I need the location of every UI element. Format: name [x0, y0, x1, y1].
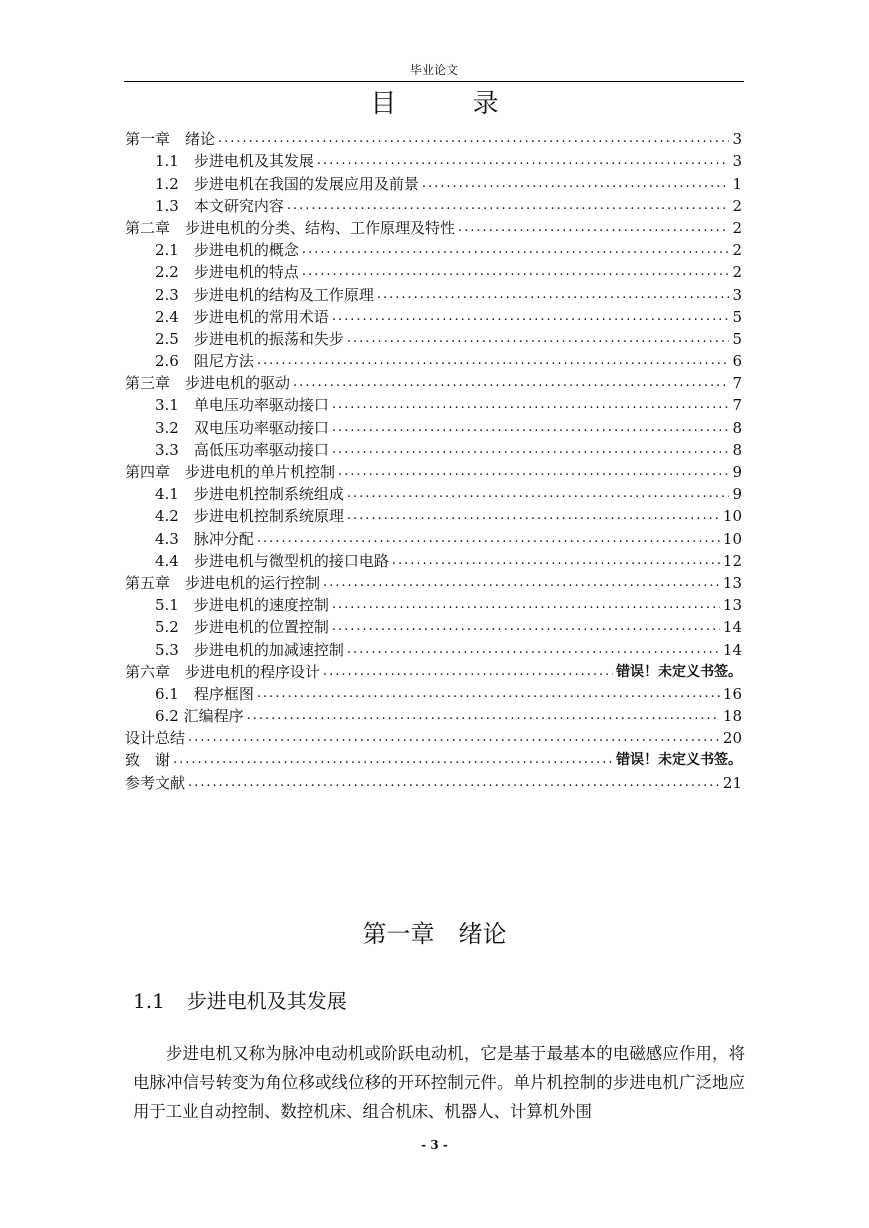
- toc-leader-dots: [332, 439, 730, 461]
- toc-entry[interactable]: [125, 372, 742, 394]
- toc-leader-dots: [347, 505, 720, 527]
- toc-entry[interactable]: [125, 727, 742, 749]
- toc-entry-page: 8: [732, 440, 742, 459]
- toc-entry-page: 21: [722, 773, 742, 792]
- toc-entry-label: 第六章 步进电机的程序设计: [125, 662, 321, 681]
- toc-entry[interactable]: [125, 239, 742, 261]
- toc-entry-page: 2: [732, 196, 742, 215]
- toc-entry[interactable]: [125, 505, 742, 527]
- toc-entry[interactable]: [125, 550, 742, 572]
- toc-entry-label: 2.4 步进电机的常用术语: [155, 307, 329, 326]
- toc-entry[interactable]: [125, 616, 742, 638]
- toc-entry[interactable]: [125, 638, 742, 660]
- toc-entry[interactable]: [125, 749, 742, 771]
- page-number: - 3 -: [421, 1138, 448, 1152]
- toc-leader-dots: [332, 306, 730, 328]
- toc-leader-dots: [257, 350, 730, 372]
- toc-entry-label: 2.5 步进电机的振荡和失步: [155, 329, 344, 348]
- toc-entry-label: 3.1 单电压功率驱动接口: [155, 396, 329, 415]
- section-heading: [133, 986, 347, 1016]
- toc-entry-page: 1: [732, 174, 742, 193]
- toc-entry-page: 3: [732, 285, 742, 304]
- toc-entry-label: 2.1 步进电机的概念: [155, 241, 299, 260]
- toc-entry-page: 9: [732, 463, 742, 481]
- toc-entry[interactable]: [125, 771, 742, 793]
- toc-entry[interactable]: [125, 416, 742, 438]
- toc-leader-dots: [347, 328, 730, 350]
- toc-entry-page: 2: [732, 241, 742, 260]
- toc-entry[interactable]: [125, 306, 742, 328]
- toc-entry-page: 5: [732, 329, 742, 348]
- toc-title: 目 录: [370, 89, 533, 119]
- body-paragraph: 步进电机又称为脉冲电动机或阶跃电动机，它是基于最基本的电磁感应作用，将电脉冲信号转变为角位移或线位移的开环控制元件。单片机控制的步进电机广泛地应用于工业自动控制、数控机床、组合机床、机器人、计算机外围: [133, 1044, 745, 1121]
- toc-leader-dots: [173, 749, 613, 771]
- toc-leader-dots: [287, 195, 730, 217]
- toc-leader-dots: [332, 417, 730, 439]
- toc-leader-dots: [293, 372, 729, 394]
- toc-entry-label: 1.1 步进电机及其发展: [155, 152, 314, 171]
- table-of-contents: [125, 128, 742, 794]
- toc-entry[interactable]: [125, 394, 742, 416]
- toc-entry-label: 5.3 步进电机的加减速控制: [155, 640, 344, 659]
- toc-entry-page: 18: [722, 707, 742, 726]
- toc-entry-page: 错误！未定义书签。: [616, 752, 742, 769]
- toc-entry[interactable]: [125, 195, 742, 217]
- toc-entry-page: 16: [722, 684, 742, 703]
- toc-entry-label: 4.4 步进电机与微型机的接口电路: [155, 551, 389, 570]
- toc-leader-dots: [347, 639, 720, 661]
- toc-leader-dots: [338, 461, 729, 483]
- toc-entry-label: 第一章 绪论: [125, 130, 216, 149]
- toc-leader-dots: [323, 572, 720, 594]
- toc-entry-label: 3.3 高低压功率驱动接口: [155, 440, 329, 459]
- toc-leader-dots: [323, 661, 613, 683]
- toc-entry-page: 14: [722, 618, 742, 637]
- toc-entry[interactable]: [125, 683, 742, 705]
- toc-entry-label: 3.2 双电压功率驱动接口: [155, 418, 329, 437]
- toc-entry-page: 7: [732, 396, 742, 415]
- toc-entry-page: 9: [732, 485, 742, 504]
- toc-entry[interactable]: [125, 572, 742, 594]
- toc-entry-label: 致 谢: [125, 751, 171, 770]
- toc-entry-label: 5.2 步进电机的位置控制: [155, 618, 329, 637]
- toc-entry[interactable]: [125, 527, 742, 549]
- toc-leader-dots: [257, 683, 720, 705]
- toc-entry[interactable]: [125, 661, 742, 683]
- toc-entry-label: 2.3 步进电机的结构及工作原理: [155, 285, 374, 304]
- toc-entry-label: 6.2 汇编程序: [155, 707, 244, 726]
- toc-entry-page: 8: [732, 418, 742, 437]
- running-header: 毕业论文: [124, 60, 744, 82]
- section-title-text: 步进电机及其发展: [186, 989, 347, 1013]
- toc-entry-label: 4.2 步进电机控制系统原理: [155, 507, 344, 526]
- toc-entry-label: 参考文献: [125, 773, 186, 792]
- toc-entry-label: 设计总结: [125, 729, 186, 748]
- toc-entry[interactable]: [125, 261, 742, 283]
- toc-entry-label: 2.6 阻尼方法: [155, 352, 254, 371]
- toc-entry[interactable]: [125, 172, 742, 194]
- toc-entry-page: 13: [722, 573, 742, 592]
- toc-entry-label: 第四章 步进电机的单片机控制: [125, 463, 336, 481]
- chapter-title: 第一章 绪论: [362, 920, 507, 948]
- toc-entry-page: 7: [732, 374, 742, 393]
- toc-entry[interactable]: [125, 705, 742, 727]
- toc-entry[interactable]: [125, 217, 742, 239]
- toc-leader-dots: [317, 150, 730, 172]
- toc-entry[interactable]: [125, 328, 742, 350]
- toc-entry[interactable]: [125, 594, 742, 616]
- toc-entry-label: 6.1 程序框图: [155, 684, 254, 703]
- toc-entry-label: 第三章 步进电机的驱动: [125, 374, 291, 393]
- toc-entry-label: 5.1 步进电机的速度控制: [155, 596, 329, 615]
- toc-entry-page: 13: [722, 596, 742, 615]
- toc-entry[interactable]: [125, 483, 742, 505]
- toc-entry-page: 20: [722, 729, 742, 748]
- toc-leader-dots: [458, 217, 729, 239]
- toc-leader-dots: [302, 239, 730, 261]
- toc-entry-page: 10: [722, 507, 742, 526]
- toc-leader-dots: [257, 528, 720, 550]
- toc-entry-page: 2: [732, 218, 742, 237]
- toc-entry-page: 14: [722, 640, 742, 659]
- toc-leader-dots: [302, 261, 730, 283]
- toc-entry-page: 6: [732, 352, 742, 371]
- toc-entry-label: 1.3 本文研究内容: [155, 196, 284, 215]
- toc-entry-label: 1.2 步进电机在我国的发展应用及前景: [155, 174, 419, 193]
- toc-entry[interactable]: [125, 283, 742, 305]
- toc-leader-dots: [188, 772, 720, 794]
- toc-entry-label: 第二章 步进电机的分类、结构、工作原理及特性: [125, 218, 456, 237]
- toc-entry[interactable]: [125, 350, 742, 372]
- toc-leader-dots: [188, 727, 720, 749]
- toc-entry-page: 错误！未定义书签。: [616, 663, 742, 680]
- toc-entry-label: 4.1 步进电机控制系统组成: [155, 485, 344, 504]
- toc-leader-dots: [247, 705, 720, 727]
- toc-entry-page: 3: [732, 152, 742, 171]
- toc-entry[interactable]: [125, 150, 742, 172]
- toc-entry-page: 10: [722, 529, 742, 548]
- toc-leader-dots: [392, 550, 720, 572]
- toc-leader-dots: [422, 173, 730, 195]
- toc-entry-page: 12: [722, 551, 742, 570]
- toc-entry-label: 第五章 步进电机的运行控制: [125, 573, 321, 592]
- toc-entry[interactable]: [125, 128, 742, 150]
- toc-entry-label: 4.3 脉冲分配: [155, 529, 254, 548]
- section-number: 1.1: [133, 989, 165, 1013]
- toc-entry-page: 5: [732, 307, 742, 326]
- toc-leader-dots: [332, 594, 720, 616]
- toc-leader-dots: [347, 483, 730, 505]
- toc-leader-dots: [332, 394, 730, 416]
- toc-leader-dots: [377, 284, 730, 306]
- toc-entry-label: 2.2 步进电机的特点: [155, 263, 299, 282]
- toc-entry[interactable]: [125, 439, 742, 461]
- toc-leader-dots: [218, 128, 729, 150]
- toc-entry-page: 2: [732, 263, 742, 282]
- toc-leader-dots: [332, 616, 720, 638]
- toc-entry[interactable]: [125, 461, 742, 483]
- toc-entry-page: 3: [732, 130, 742, 149]
